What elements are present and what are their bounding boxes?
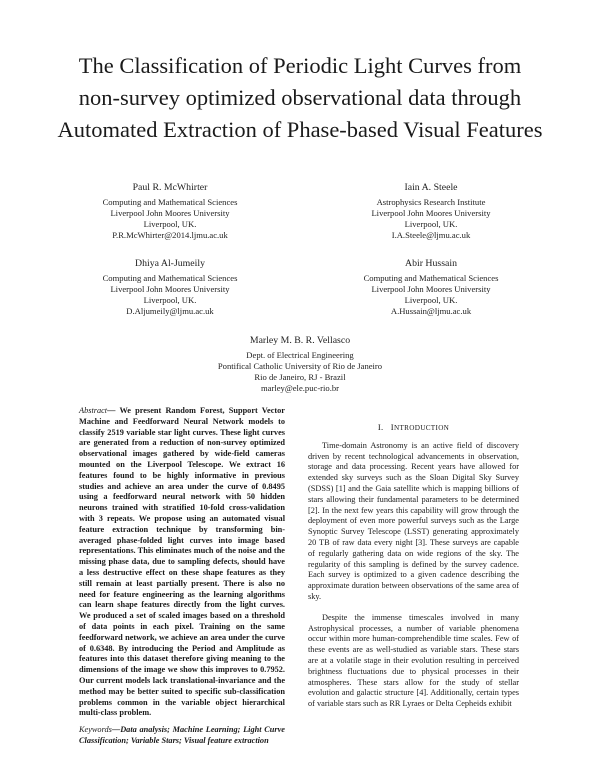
author-affiliation: Computing and Mathematical Sciences [102,273,238,283]
author-block [180,334,420,394]
author-affiliation: Liverpool John Moores University [110,284,230,294]
author-affiliation: Astrophysics Research Institute [376,197,486,207]
section-title-initial: I [390,422,394,432]
keywords [79,725,285,747]
abstract-label: Abstract [79,406,108,415]
author-location: Rio de Janeiro, RJ - Brazil [254,372,346,382]
abstract [79,406,285,719]
author-name: Dhiya Al-Jumeily [135,258,205,269]
author-email: A.Hussain@ljmu.ac.uk [390,306,472,316]
author-block [60,257,280,317]
author-block [318,257,544,317]
keywords-text: —Data analysis; Machine Learning; Light Curve Classification; Variable Stars; Visual feature extraction [79,725,285,745]
author-affiliation: Liverpool John Moores University [371,284,491,294]
author-name: Iain A. Steele [404,182,458,193]
left-column [79,406,285,747]
author-affiliation: Liverpool John Moores University [110,208,230,218]
author-email: marley@ele.puc-rio.br [260,383,340,393]
right-column [308,406,519,720]
author-location: Liverpool, UK. [143,295,197,305]
author-name: Abir Hussain [405,258,457,269]
title-line: Automated Extraction of Phase-based Visual Features [57,117,543,142]
body-paragraph: Despite the immense timescales involved in many Astrophysical processes, a number of variable phenomena occur within more human-comprehendible time scales. Few of these events are as well-studied as variable stars. These stars are at a volatile stage in their evolution resulting in perceived brightness fluctuations due to physical processes in their atmospheres. These stars allow for the study of stellar evolution and galactic structure [4]. Additionally, certain types of variable stars such as RR Lyraes or Delta Cepheids exhibit [308,612,519,709]
author-location: Liverpool, UK. [404,219,458,229]
author-location: Liverpool, UK. [404,295,458,305]
author-affiliation: Pontifical Catholic University of Rio de Janeiro [217,361,383,371]
author-block [318,181,544,241]
author-affiliation: Liverpool John Moores University [371,208,491,218]
section-number: I. [377,422,384,432]
keywords-label: Keywords [79,725,112,735]
section-title-rest: NTRODUCTION [393,424,450,432]
author-name: Paul R. McWhirter [132,182,208,193]
abstract-text: We present Random Forest, Support Vector Machine and Feedforward Neural Network models to classify 2519 variable star light curves. These light curves are generated from a reduction of non-survey optimized observational images gathered by wide-field cameras mounted on the Liverpool Telescope. We extract 16 features found to be highly informative in previous studies and achieve an area under the curve of 0.8495 using a feedforward neural network with 50 hidden neurons trained with stratified 10-fold cross-validation with 3 repeats. We propose using an automated visual feature extraction technique by transforming bin-averaged phase-folded light curves into image based representations. This eliminates much of the noise and the missing phase data, due to sampling defects, should have a less destructive effect on these shape features as they still remain at least partially present. There is also no need for feature engineering as the learning algorithms can learn shape features directly from the light curves. We produced a set of scaled images based on a threshold of data points in each pixel. Training on the same feedforward network, we achieve an area under the curve of 0.6348. By introducing the Period and Amplitude as features into this dataset therefore giving meaning to the dimensions of the image we show this improves to 0.7952. Our current models lack translational-invariance and the method may be better suited to specific sub-classification problems common in the variable object hierarchical multi-class problem. [79,406,285,718]
author-name: Marley M. B. R. Vellasco [249,335,351,346]
section-heading [308,422,519,434]
title-line: The Classification of Periodic Light Curves from [78,53,522,78]
author-block [60,181,280,241]
paper-title [30,50,570,146]
author-email: P.R.McWhirter@2014.ljmu.ac.uk [112,230,228,240]
abstract-dash: — [107,406,120,415]
author-email: I.A.Steele@ljmu.ac.uk [391,230,471,240]
author-affiliation: Computing and Mathematical Sciences [363,273,499,283]
author-location: Liverpool, UK. [143,219,197,229]
title-line: non-survey optimized observational data through [78,85,522,110]
author-affiliation: Computing and Mathematical Sciences [102,197,238,207]
body-paragraph: Time-domain Astronomy is an active field of discovery driven by recent technological advancements in observation, storage and data processing. Recent years have allowed for extended sky surveys such as the Sloan Digital Sky Survey (SDSS) [1] and the Gaia satellite which is mapping billions of stars allowing their fundamental parameters to be determined [2]. In the next few years this capability will grow through the deployment of even more powerful surveys such as the Large Synoptic Survey Telescope (LSST) generating approximately 20 TB of raw data every night [3]. These surveys are capable of regularly gathering data on wide regions of the sky. The regularity of this sampling is defined by the survey cadence. Each survey is optimized to a given cadence describing the approximate duration between observations of the same area of sky. [308,440,519,601]
author-affiliation: Dept. of Electrical Engineering [246,350,354,360]
author-email: D.Aljumeily@ljmu.ac.uk [126,306,214,316]
